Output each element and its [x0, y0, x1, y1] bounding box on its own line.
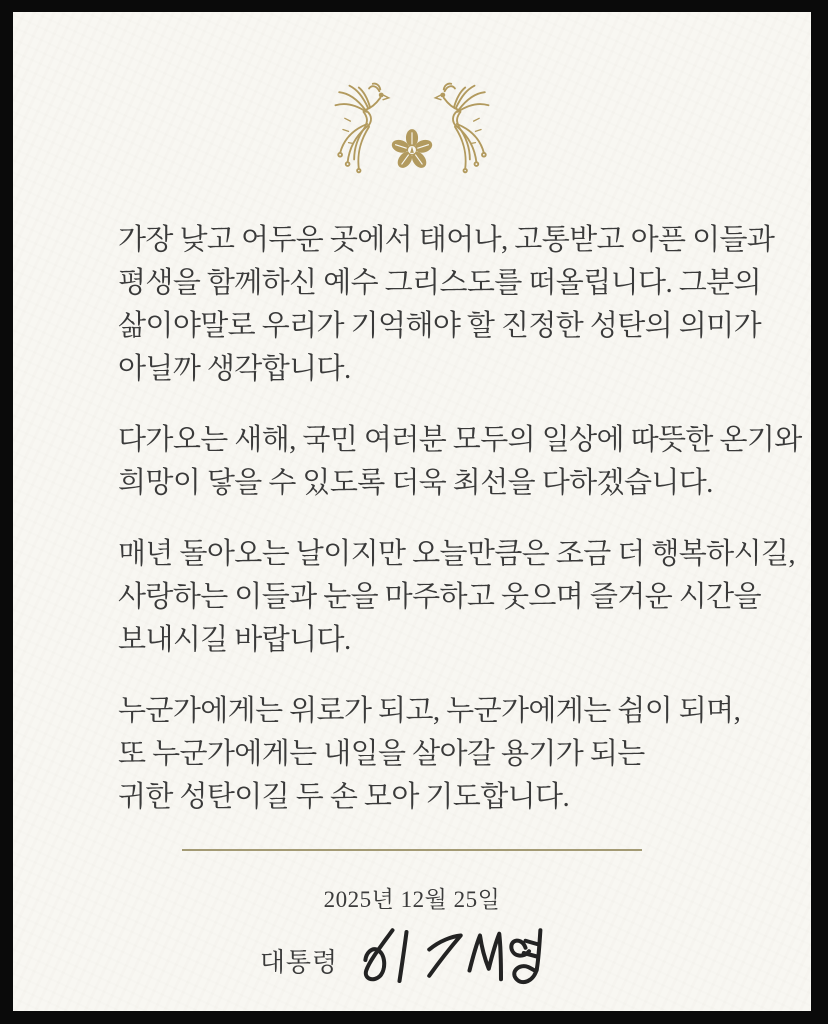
paragraph	[118, 419, 802, 505]
signer-title: 대통령	[259, 947, 339, 977]
letter-body	[13, 219, 811, 819]
paragraph-line: 아닐까 생각합니다.	[118, 353, 351, 385]
gold-divider-line	[182, 849, 642, 851]
paragraph-line: 평생을 함께하신 예수 그리스도를 떠올립니다. 그분의	[118, 267, 762, 299]
paragraph-line: 사랑하는 이들과 눈을 마주하고 웃으며 즐거운 시간을	[118, 581, 762, 613]
letter-date: 2025년 12월 25일	[323, 887, 501, 912]
signature-row	[13, 924, 811, 996]
paragraph-line: 희망이 닿을 수 있도록 더욱 최선을 다하겠습니다.	[118, 467, 713, 499]
mugunghwa-flower-icon	[390, 129, 434, 171]
paragraph	[118, 219, 775, 391]
paragraph-line: 삶이야말로 우리가 기억해야 할 진정한 성탄의 의미가	[118, 310, 762, 342]
handwritten-signature-lee-jae-myung	[354, 924, 564, 996]
paragraph-line: 누군가에게는 위로가 되고, 누군가에게는 쉼이 되며,	[118, 695, 741, 727]
paragraph-line: 다가오는 새해, 국민 여러분 모두의 일상에 따뜻한 온기와	[118, 424, 802, 456]
paragraph	[118, 690, 751, 819]
presidential-phoenix-emblem	[328, 81, 496, 179]
paragraph-line: 귀한 성탄이길 두 손 모아 기도합니다.	[118, 781, 570, 813]
paragraph-line: 또 누군가에게는 내일을 살아갈 용기가 되는	[118, 738, 645, 770]
paragraph-line: 매년 돌아오는 날이지만 오늘만큼은 조금 더 행복하시길,	[118, 538, 796, 570]
paragraph	[118, 533, 796, 662]
letter-paper	[13, 12, 811, 1011]
paragraph-line: 가장 낮고 어두운 곳에서 태어나, 고통받고 아픈 이들과	[118, 224, 775, 256]
paragraph-line: 보내시길 바랍니다.	[118, 624, 351, 656]
